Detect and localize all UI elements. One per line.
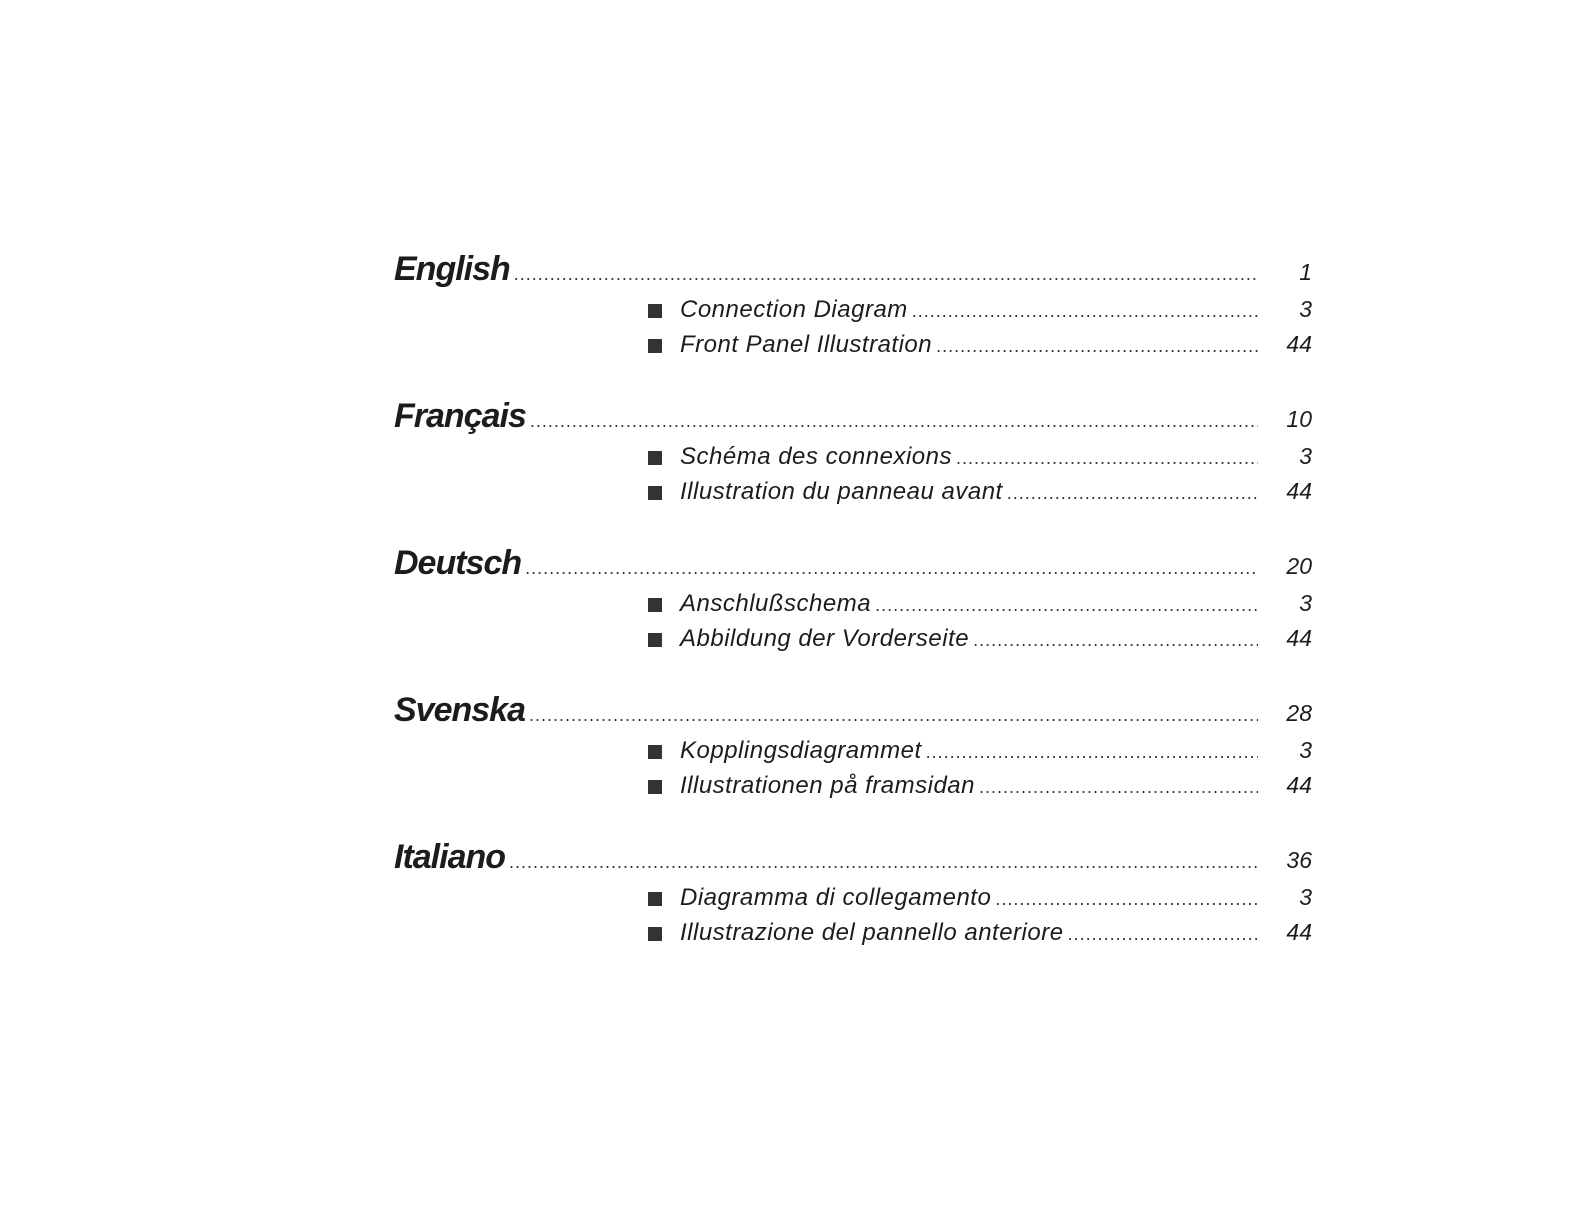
entry-title: Illustration du panneau avant: [680, 478, 1003, 505]
square-bullet-icon: [648, 927, 662, 941]
square-bullet-icon: [648, 892, 662, 906]
page-number: 44: [1286, 772, 1312, 798]
entry-title: Diagramma di collegamento: [680, 884, 992, 911]
page-number: 44: [1286, 331, 1312, 357]
toc-section-deutsch: [394, 544, 1312, 660]
square-bullet-icon: [648, 780, 662, 794]
language-title: Deutsch: [394, 544, 522, 582]
square-bullet-icon: [648, 339, 662, 353]
toc-entry[interactable]: [394, 625, 1312, 660]
toc-entry[interactable]: [394, 443, 1312, 478]
dot-leader: [1007, 483, 1258, 504]
page-number: 3: [1299, 884, 1312, 910]
page-number: 44: [1286, 478, 1312, 504]
entry-title: Abbildung der Vorderseite: [680, 625, 970, 652]
dot-leader: [973, 630, 1258, 651]
dot-leader: [1068, 924, 1258, 945]
entry-title: Kopplingsdiagrammet: [680, 737, 922, 764]
entry-title: Illustrazione del pannello anteriore: [680, 919, 1064, 946]
page-number: 10: [1286, 406, 1312, 432]
square-bullet-icon: [648, 451, 662, 465]
entry-title: Illustrationen på framsidan: [680, 772, 975, 799]
entry-title: Anschlußschema: [680, 590, 872, 617]
toc-language-row[interactable]: [394, 691, 1312, 737]
page-number: 3: [1299, 737, 1312, 763]
toc-entry[interactable]: [394, 919, 1312, 954]
square-bullet-icon: [648, 745, 662, 759]
entry-title: Front Panel Illustration: [680, 331, 933, 358]
toc-entry[interactable]: [394, 296, 1312, 331]
toc-section-francais: [394, 397, 1312, 513]
toc-language-row[interactable]: [394, 838, 1312, 884]
page-number: 3: [1299, 296, 1312, 322]
toc-entry[interactable]: [394, 737, 1312, 772]
dot-leader: [525, 558, 1258, 579]
page-number: 1: [1299, 259, 1312, 285]
entry-title: Schéma des connexions: [680, 443, 952, 470]
language-title: Français: [394, 397, 526, 435]
toc-language-row[interactable]: [394, 397, 1312, 443]
page-number: 44: [1286, 919, 1312, 945]
toc-language-row[interactable]: [394, 250, 1312, 296]
page-number: 36: [1286, 847, 1312, 873]
toc-section-english: [394, 250, 1312, 366]
page-number: 3: [1299, 590, 1312, 616]
dot-leader: [875, 595, 1258, 616]
page-number: 3: [1299, 443, 1312, 469]
toc-entry[interactable]: [394, 884, 1312, 919]
language-title: English: [394, 250, 510, 288]
entry-title: Connection Diagram: [680, 296, 908, 323]
toc-language-row[interactable]: [394, 544, 1312, 590]
square-bullet-icon: [648, 486, 662, 500]
dot-leader: [529, 705, 1258, 726]
square-bullet-icon: [648, 633, 662, 647]
dot-leader: [530, 411, 1258, 432]
dot-leader: [979, 777, 1258, 798]
page-number: 28: [1286, 700, 1312, 726]
toc-section-svenska: [394, 691, 1312, 807]
dot-leader: [509, 852, 1258, 873]
toc-entry[interactable]: [394, 772, 1312, 807]
dot-leader: [956, 448, 1258, 469]
table-of-contents: [394, 250, 1312, 985]
language-title: Italiano: [394, 838, 506, 876]
square-bullet-icon: [648, 598, 662, 612]
square-bullet-icon: [648, 304, 662, 318]
toc-entry[interactable]: [394, 331, 1312, 366]
dot-leader: [912, 301, 1258, 322]
page-number: 20: [1286, 553, 1312, 579]
language-title: Svenska: [394, 691, 525, 729]
page-number: 44: [1286, 625, 1312, 651]
dot-leader: [936, 336, 1258, 357]
dot-leader: [514, 264, 1258, 285]
dot-leader: [926, 742, 1258, 763]
toc-entry[interactable]: [394, 590, 1312, 625]
toc-entry[interactable]: [394, 478, 1312, 513]
toc-section-italiano: [394, 838, 1312, 954]
dot-leader: [995, 889, 1258, 910]
